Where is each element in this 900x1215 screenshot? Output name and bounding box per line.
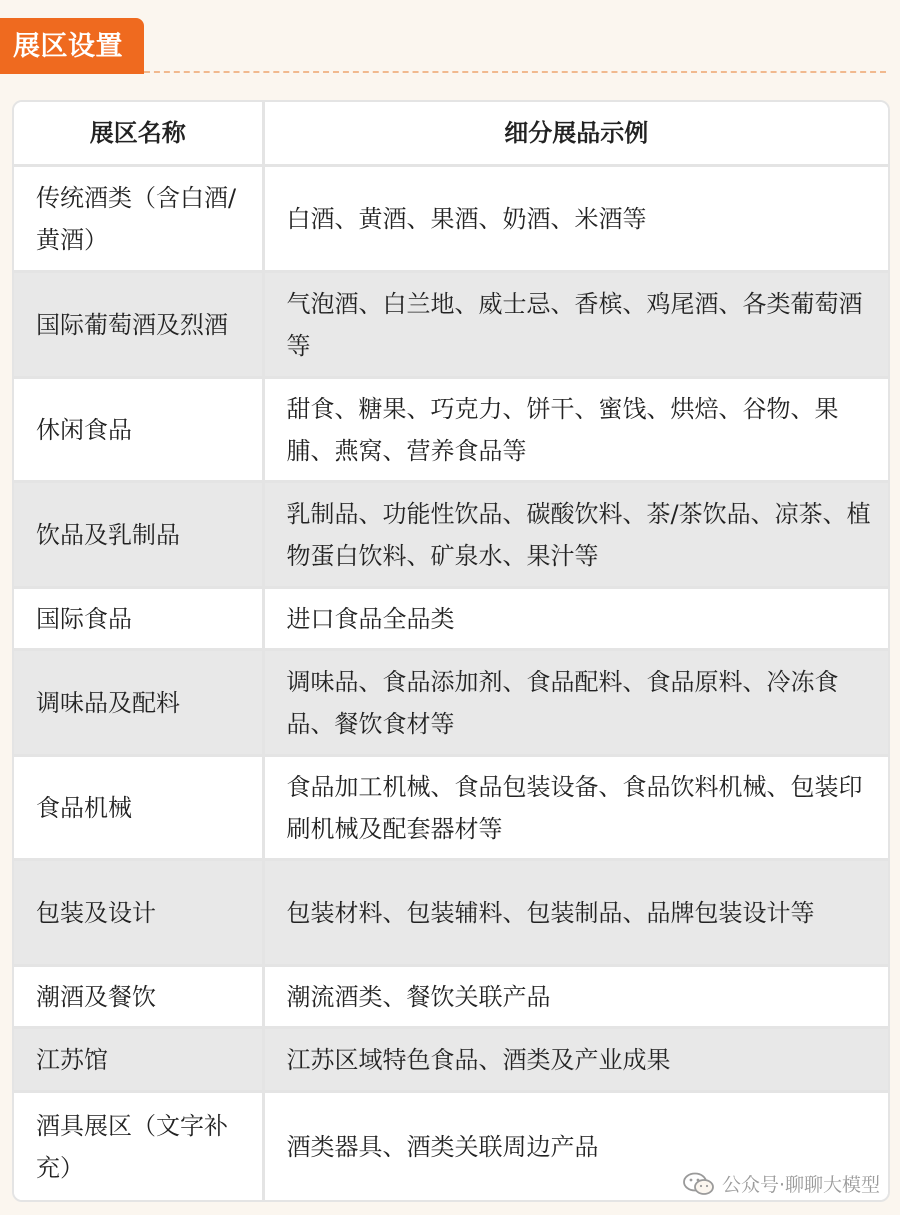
zone-name-cell: 潮酒及餐饮 (14, 966, 263, 1028)
watermark-text: 公众号·聊聊大模型 (721, 1174, 880, 1196)
zone-name-cell: 传统酒类（含白酒/黄酒） (14, 166, 263, 272)
zone-name-cell: 包装及设计 (14, 860, 263, 966)
examples-cell: 酒类器具、酒类关联周边产品 (263, 1092, 888, 1201)
examples-cell: 潮流酒类、餐饮关联产品 (263, 966, 888, 1028)
table-row (14, 272, 888, 378)
zone-name-cell: 酒具展区（文字补充） (14, 1092, 263, 1201)
table-row (14, 756, 888, 860)
examples-cell: 食品加工机械、食品包装设备、食品饮料机械、包装印刷机械及配套器材等 (263, 756, 888, 860)
examples-cell: 江苏区域特色食品、酒类及产业成果 (263, 1028, 888, 1092)
section-title: 展区设置 (0, 18, 144, 74)
examples-cell: 包装材料、包装辅料、包装制品、品牌包装设计等 (263, 860, 888, 966)
examples-cell: 白酒、黄酒、果酒、奶酒、米酒等 (263, 166, 888, 272)
table-row (14, 966, 888, 1028)
section-divider (144, 71, 886, 73)
table-row (14, 650, 888, 756)
table-row (14, 166, 888, 272)
zone-name-cell: 江苏馆 (14, 1028, 263, 1092)
table-row (14, 482, 888, 588)
table-row (14, 588, 888, 650)
table-row (14, 378, 888, 482)
examples-cell: 乳制品、功能性饮品、碳酸饮料、茶/茶饮品、凉茶、植物蛋白饮料、矿泉水、果汁等 (263, 482, 888, 588)
examples-cell: 气泡酒、白兰地、威士忌、香槟、鸡尾酒、各类葡萄酒等 (263, 272, 888, 378)
table-header-row (14, 102, 888, 166)
zone-name-cell: 国际葡萄酒及烈酒 (14, 272, 263, 378)
zone-name-cell: 饮品及乳制品 (14, 482, 263, 588)
table-row (14, 1028, 888, 1092)
watermark (682, 1170, 880, 1197)
examples-cell: 调味品、食品添加剂、食品配料、食品原料、冷冻食品、餐饮食材等 (263, 650, 888, 756)
zone-name-cell: 食品机械 (14, 756, 263, 860)
column-header-examples: 细分展品示例 (263, 102, 888, 166)
zone-name-cell: 国际食品 (14, 588, 263, 650)
examples-cell: 进口食品全品类 (263, 588, 888, 650)
examples-cell: 甜食、糖果、巧克力、饼干、蜜饯、烘焙、谷物、果脯、燕窝、营养食品等 (263, 378, 888, 482)
zone-name-cell: 休闲食品 (14, 378, 263, 482)
table-row (14, 860, 888, 966)
column-header-zone: 展区名称 (14, 102, 263, 166)
zone-name-cell: 调味品及配料 (14, 650, 263, 756)
wechat-icon (682, 1172, 716, 1196)
exhibition-table (12, 100, 890, 1202)
section-header (0, 18, 900, 74)
